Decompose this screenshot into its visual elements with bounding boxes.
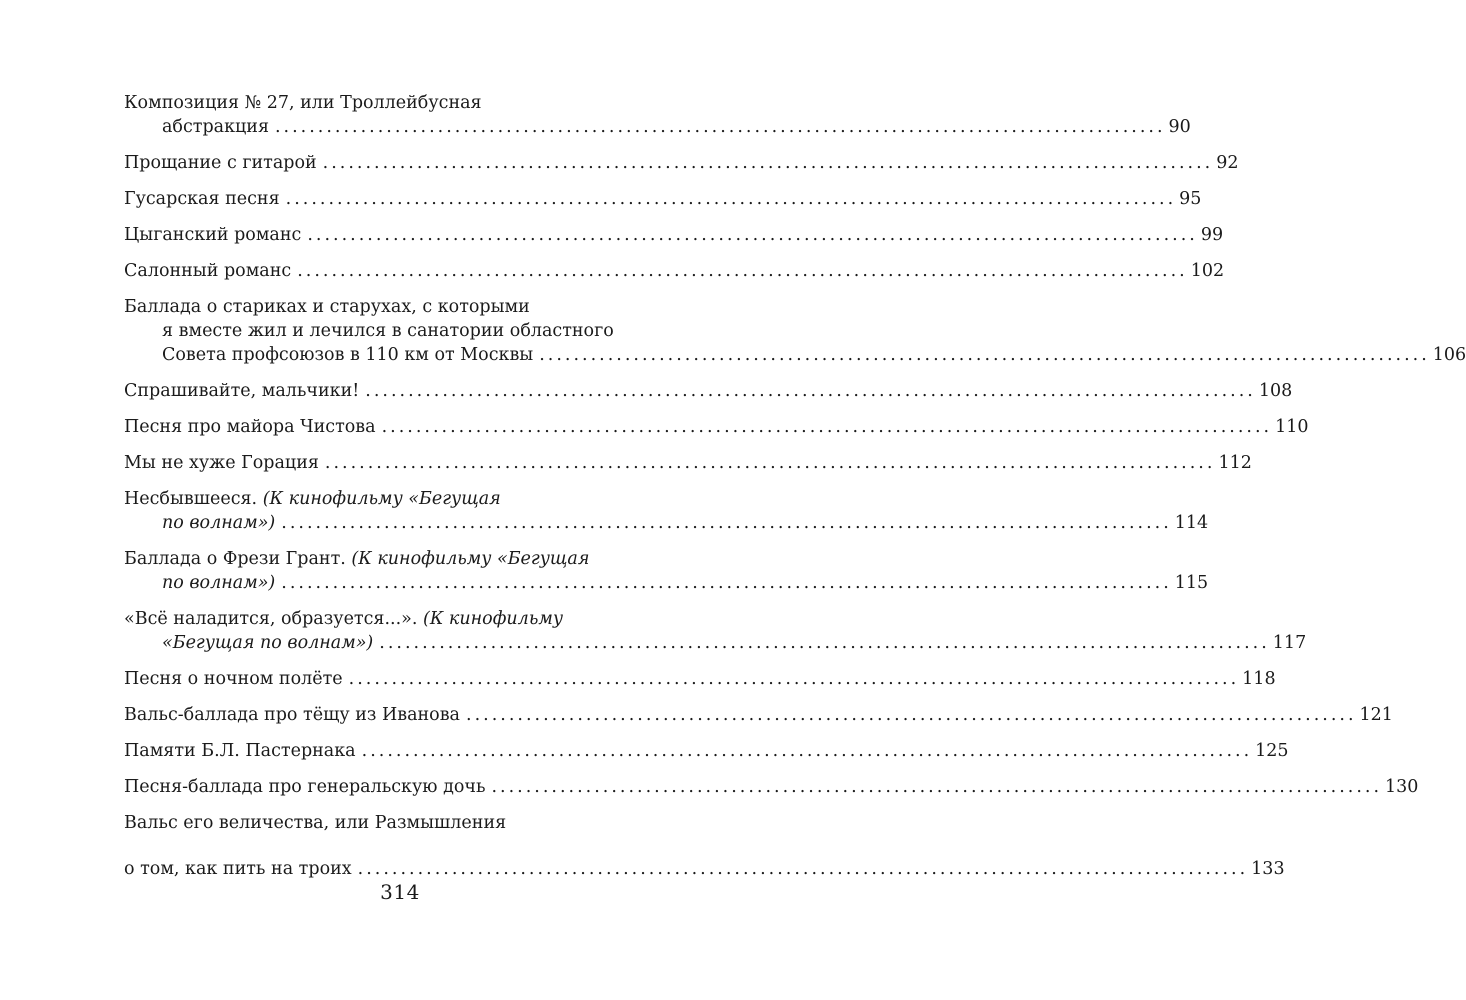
entry-title-line: Композиция № 27, или Троллейбусная — [124, 93, 482, 113]
film-note: (К кинофильму «Бегущая — [262, 489, 501, 509]
page-number: 92 — [1216, 153, 1239, 173]
dot-leader: ........................................................................................................ — [274, 117, 1166, 137]
page-number: 117 — [1272, 633, 1307, 653]
entry-title-line: Совета профсоюзов в 110 км от Москвы — [162, 345, 534, 365]
entry-title-line: о том, как пить на троих — [124, 859, 352, 879]
film-note: (К кинофильму «Бегущая — [351, 549, 590, 569]
page-number: 125 — [1255, 741, 1289, 761]
dot-leader: ........................................................................................................ — [381, 417, 1273, 437]
page-number: 102 — [1190, 261, 1225, 281]
entry-title-line: абстракция — [162, 117, 269, 137]
toc-entry — [124, 223, 1224, 247]
toc-entry — [124, 259, 1225, 283]
dot-leader: ........................................................................................................ — [357, 859, 1249, 879]
entry-title-line: Цыганский романс — [124, 225, 302, 245]
toc-entry — [124, 487, 1209, 535]
entry-title-line: я вместе жил и лечился в санатории областного — [162, 321, 614, 341]
dot-leader: ........................................................................................................ — [281, 573, 1172, 593]
toc-entry — [124, 415, 1309, 439]
toc-entry — [124, 187, 1202, 211]
dot-leader: ........................................................................................................ — [297, 261, 1188, 281]
toc-entry — [124, 775, 1419, 799]
entry-title-line: Несбывшееся. — [124, 489, 258, 509]
toc-entry — [124, 91, 1191, 139]
entry-title-line: Песня про майора Чистова — [124, 417, 376, 437]
toc-entry — [124, 607, 1307, 655]
toc-entry — [124, 667, 1276, 691]
entry-title-line: Прощание с гитарой — [124, 153, 317, 173]
entry-title-line: Спрашивайте, мальчики! — [124, 381, 360, 401]
page-number: 108 — [1258, 381, 1293, 401]
page-number: 90 — [1168, 117, 1191, 137]
dot-leader: ........................................................................................................ — [281, 513, 1172, 533]
page-number: 115 — [1174, 573, 1209, 593]
dot-leader: ........................................................................................................ — [365, 381, 1256, 401]
dot-leader: ........................................................................................................ — [307, 225, 1198, 245]
toc-entry — [124, 739, 1289, 763]
entry-title-line: Мы не хуже Горация — [124, 453, 319, 473]
entry-title-line: Баллада о стариках и старухах, с которыми — [124, 297, 530, 317]
page-number: 110 — [1275, 417, 1309, 437]
dot-leader: ........................................................................................................ — [379, 633, 1270, 653]
film-note: по волнам») — [162, 513, 276, 533]
dot-leader: ........................................................................................................ — [322, 153, 1214, 173]
entry-title-line: Баллада о Фрези Грант. — [124, 549, 346, 569]
dot-leader: ........................................................................................................ — [539, 345, 1430, 365]
film-note: «Бегущая по волнам») — [162, 633, 374, 653]
entry-title-line: Вальс его величества, или Размышления — [124, 813, 507, 833]
dot-leader: ........................................................................................................ — [361, 741, 1253, 761]
page-number: 99 — [1200, 225, 1224, 245]
toc-entry — [124, 451, 1252, 475]
dot-leader: ........................................................................................................ — [348, 669, 1240, 689]
entry-title-line: Вальс-баллада про тёщу из Иванова — [124, 705, 460, 725]
page-number: 118 — [1242, 669, 1276, 689]
entry-title-line: Салонный романс — [124, 261, 292, 281]
film-note: (К кинофильму — [423, 609, 564, 629]
dot-leader: ........................................................................................................ — [285, 189, 1177, 209]
dot-leader: ........................................................................................................ — [466, 705, 1357, 725]
page-number: 133 — [1251, 859, 1285, 879]
entry-title-line: Памяти Б.Л. Пастернака — [124, 741, 356, 761]
entry-title-line: Песня-баллада про генеральскую дочь — [124, 777, 486, 797]
toc-entry — [124, 547, 1209, 595]
film-note: по волнам») — [162, 573, 276, 593]
dot-leader: ........................................................................................................ — [491, 777, 1383, 797]
toc-entry — [124, 151, 1239, 175]
page-folio-number: 314 — [380, 880, 420, 904]
page-number: 130 — [1385, 777, 1419, 797]
page-number: 121 — [1359, 705, 1393, 725]
page-number: 95 — [1179, 189, 1202, 209]
dot-leader: ........................................................................................................ — [324, 453, 1216, 473]
entry-title-line: Гусарская песня — [124, 189, 280, 209]
page-number: 114 — [1174, 513, 1209, 533]
entry-title-line: «Всё наладится, образуется...». — [124, 609, 418, 629]
toc-entry — [124, 379, 1293, 403]
toc-entry — [124, 811, 1285, 881]
entry-title-line: Песня о ночном полёте — [124, 669, 343, 689]
toc-entry — [124, 703, 1393, 727]
table-of-contents — [124, 91, 1466, 881]
page-number: 112 — [1218, 453, 1252, 473]
toc-entry — [124, 295, 1466, 367]
page-number: 106 — [1432, 345, 1466, 365]
